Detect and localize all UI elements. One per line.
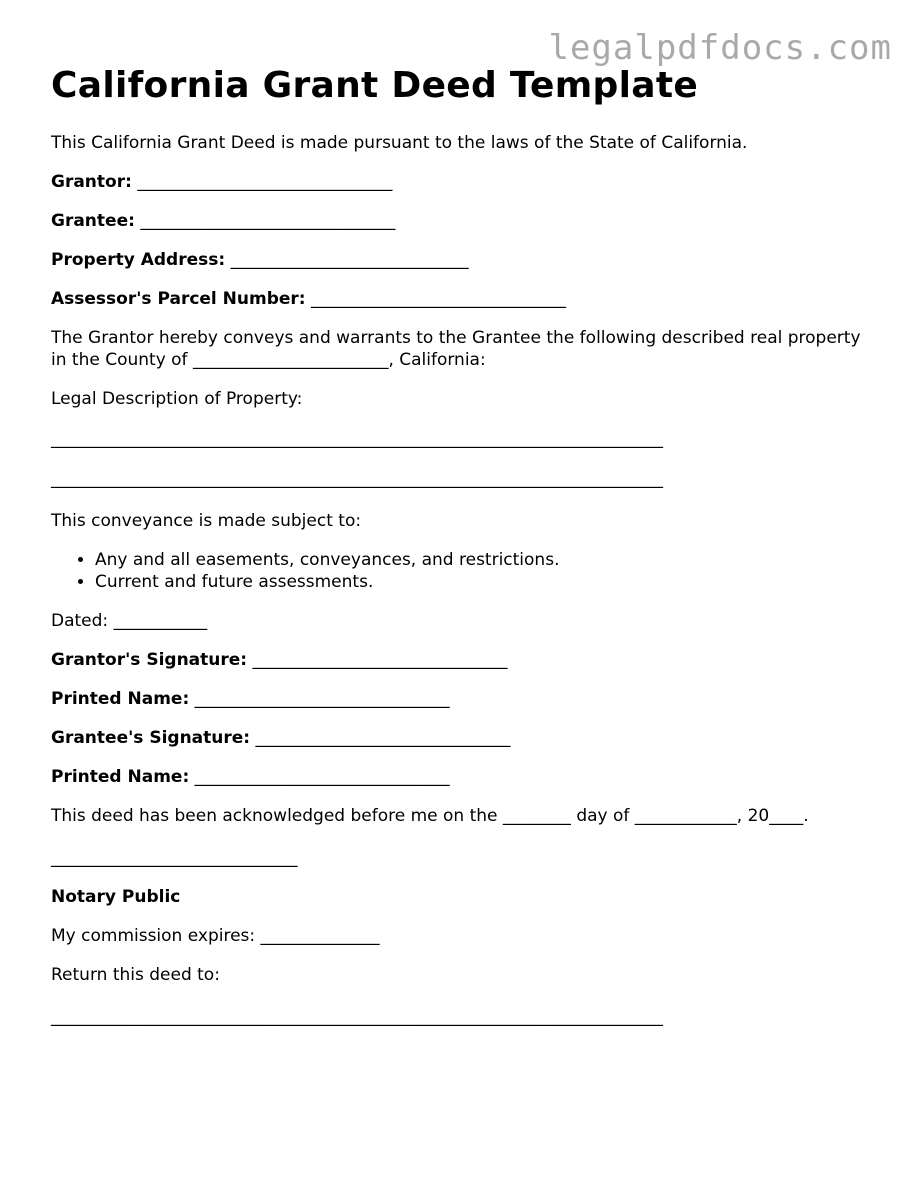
apn-blank[interactable]: ______________________________ [311,289,567,309]
grantee-label: Grantee: [51,211,135,231]
return-address-line[interactable]: ________________________________________________________________________ [51,1007,663,1027]
grantee-field [51,210,881,232]
commission-blank[interactable]: ______________ [260,926,380,946]
apn-field [51,288,881,310]
subject-intro: This conveyance is made subject to: [51,511,362,531]
dated-label: Dated: [51,611,109,631]
grantee-printed-name-label: Printed Name: [51,767,190,787]
legal-description-line-1[interactable]: ________________________________________________________________________ [51,429,663,449]
notary-signature-line[interactable]: _____________________________ [51,848,298,868]
grantor-signature-label: Grantor's Signature: [51,650,248,670]
conveyance-text: The Grantor hereby conveys and warrants to the Grantee the following described real property in the County of _______________________, California: [51,328,861,370]
watermark: legalpdfdocs.com [548,28,892,68]
document-page [51,62,881,1045]
apn-label: Assessor's Parcel Number: [51,289,306,309]
grantor-signature-field [51,649,881,671]
commission-label: My commission expires: [51,926,256,946]
list-item: • Any and all easements, conveyances, and restrictions. [95,549,881,571]
dated-blank[interactable]: ___________ [113,611,208,631]
notary-label: Notary Public [51,887,181,907]
grantee-signature-field [51,727,881,749]
commission-field [51,925,881,947]
intro-text: This California Grant Deed is made pursuant to the laws of the State of California. [51,133,748,153]
grantee-blank[interactable]: ______________________________ [140,211,396,231]
acknowledgment-text: This deed has been acknowledged before me on the ________ day of ____________, 20____. [51,806,809,826]
grantor-signature-blank[interactable]: ______________________________ [252,650,508,670]
legal-description-label: Legal Description of Property: [51,389,303,409]
property-address-label: Property Address: [51,250,226,270]
grantor-printed-name-label: Printed Name: [51,689,190,709]
grantor-printed-name-field [51,688,881,710]
property-address-field [51,249,881,271]
grantor-printed-name-blank[interactable]: ______________________________ [194,689,450,709]
grantor-label: Grantor: [51,172,132,192]
grantee-printed-name-field [51,766,881,788]
return-label: Return this deed to: [51,965,220,985]
grantee-printed-name-blank[interactable]: ______________________________ [194,767,450,787]
grantor-blank[interactable]: ______________________________ [137,172,393,192]
page-title: California Grant Deed Template [51,65,699,106]
list-item: • Current and future assessments. [95,571,881,593]
property-address-blank[interactable]: ____________________________ [230,250,469,270]
dated-field [51,610,881,632]
grantor-field [51,171,881,193]
subject-list [51,549,881,593]
grantee-signature-blank[interactable]: ______________________________ [255,728,511,748]
legal-description-line-2[interactable]: ________________________________________________________________________ [51,469,663,489]
grantee-signature-label: Grantee's Signature: [51,728,251,748]
